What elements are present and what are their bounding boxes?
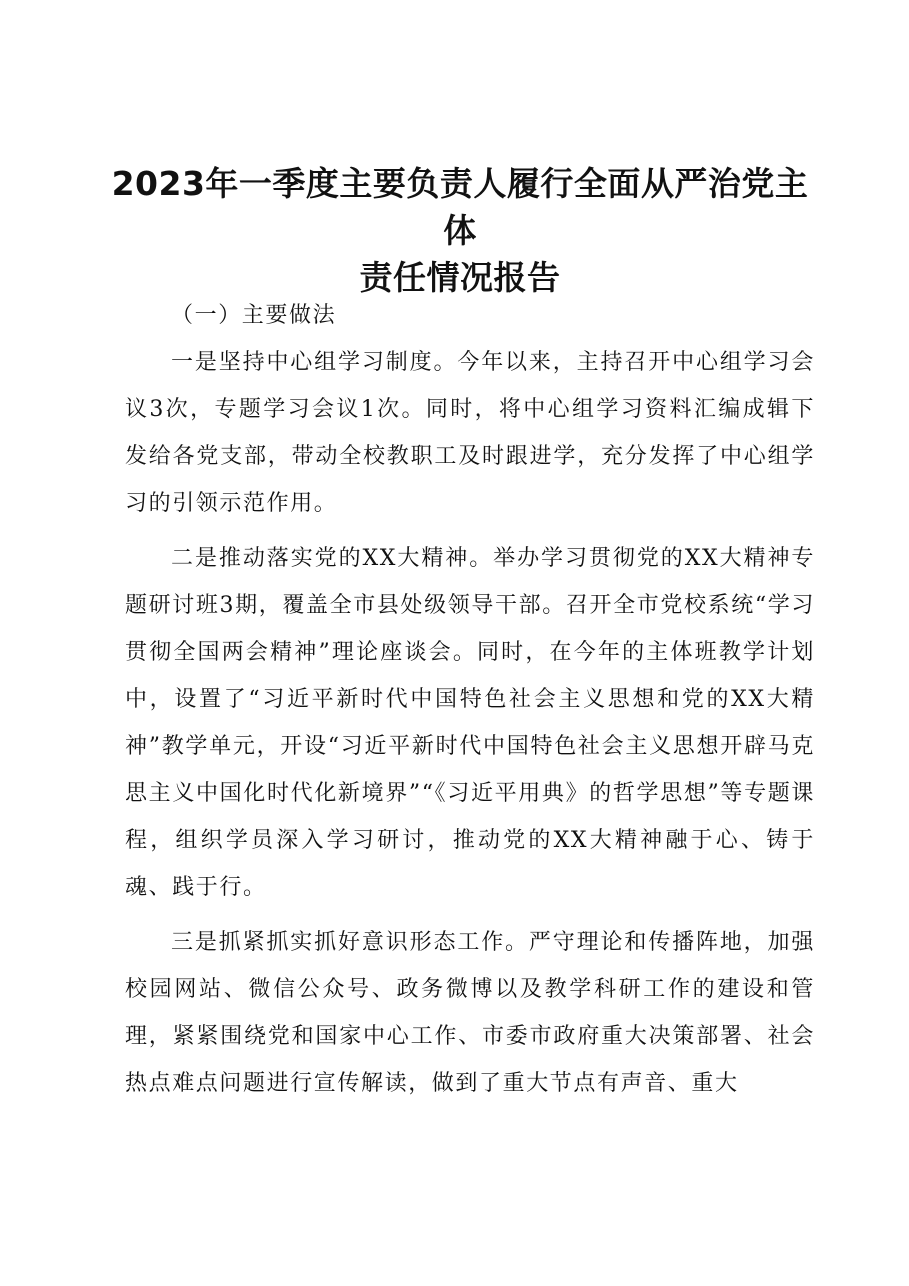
paragraph-3: 三是抓紧抓实抓好意识形态工作。严守理论和传播阵地，加强校园网站、微信公众号、政务微博以及教学科研工作的建设和管理，紧紧围绕党和国家中心工作、市委市政府重大决策部署、社会热点难点问题进行宣传解读，做到了重大节点有声音、重大 bbox=[125, 930, 815, 1096]
paragraph-2: 二是推动落实党的XX大精神。举办学习贯彻党的XX大精神专题研讨班3期，覆盖全市县处级领导干部。召开全市党校系统“学习贯彻全国两会精神”理论座谈会。同时，在今年的主体班教学计划中，设置了“习近平新时代中国特色社会主义思想和党的XX大精神”教学单元，开设“习近平新时代中国特色社会主义思想开辟马克思主义中国化时代化新境界”“《习近平用典》的哲学思想”等专题课程，组织学员深入学习研讨，推动党的XX大精神融于心、铸于魂、践于行。 bbox=[125, 546, 815, 900]
title-line-1: 2023年一季度主要负责人履行全面从严治党主体 bbox=[111, 164, 809, 250]
paragraph-1: 一是坚持中心组学习制度。今年以来，主持召开中心组学习会议3次，专题学习会议1次。同时，将中心组学习资料汇编成辑下发给各党支部，带动全校教职工及时跟进学，充分发挥了中心组学习的引领示范作用。 bbox=[125, 350, 815, 516]
document-title bbox=[110, 160, 810, 301]
title-line-2: 责任情况报告 bbox=[359, 258, 561, 297]
section-heading: （一）主要做法 bbox=[171, 303, 337, 328]
document-body bbox=[125, 292, 815, 1107]
